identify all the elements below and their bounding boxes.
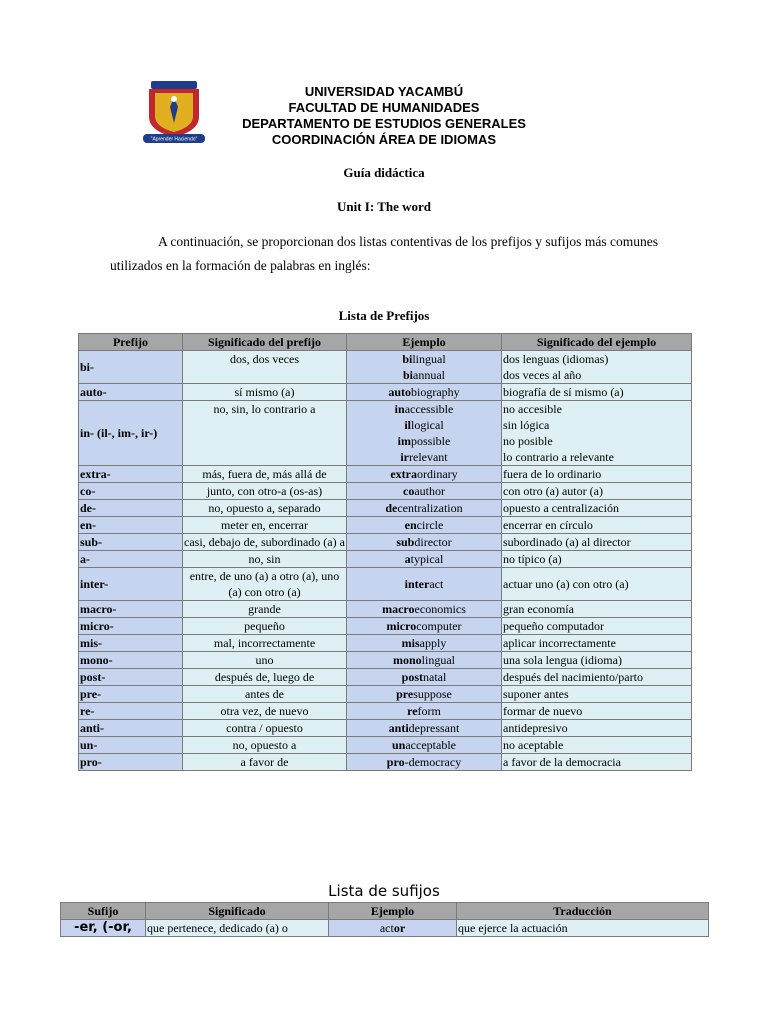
- example-root-part: ordinary: [417, 467, 458, 481]
- example-prefix-part: bi: [402, 368, 413, 382]
- example-cell: [347, 517, 502, 534]
- example-prefix-part: anti: [388, 721, 409, 735]
- example-word: [348, 601, 500, 617]
- table-row: [79, 754, 692, 771]
- example-word: [348, 384, 500, 400]
- example-translation: suponer antes: [503, 687, 569, 701]
- example-word: [348, 703, 500, 719]
- intro-text: A continuación, se proporcionan dos listas contentivas de los prefijos y sufijos más comunes utilizados en la formación de palabras en inglés:: [110, 234, 658, 273]
- example-prefix-part: auto: [388, 385, 411, 399]
- prefix-meaning-cell: después de, luego de: [183, 669, 347, 686]
- prefix-meaning-cell: sí mismo (a): [183, 384, 347, 401]
- example-prefix-part: co: [403, 484, 415, 498]
- example-meaning-cell: [502, 384, 692, 401]
- prefix-table-header-row: [79, 334, 692, 351]
- example-word: [348, 635, 500, 651]
- table-row: [79, 568, 692, 601]
- example-translation: formar de nuevo: [503, 704, 583, 718]
- example-translation: no aceptable: [503, 738, 564, 752]
- prefix-meaning-cell: pequeño: [183, 618, 347, 635]
- prefix-cell: in- (il-, im-, ir-): [79, 401, 183, 466]
- example-word: [348, 576, 500, 592]
- example-cell: [347, 500, 502, 517]
- example-root-part: logical: [411, 418, 444, 432]
- example-cell: [347, 534, 502, 551]
- example-translation: antidepresivo: [503, 721, 568, 735]
- prefix-cell: re-: [79, 703, 183, 720]
- table-row: [61, 920, 709, 937]
- example-translation: biografía de sí mismo (a): [503, 385, 624, 399]
- example-word: [348, 551, 500, 567]
- suffix-table: [60, 902, 709, 937]
- example-meaning-cell: [502, 568, 692, 601]
- guide-title: Guía didáctica: [343, 165, 425, 180]
- prefix-table: [78, 333, 692, 771]
- example-root-part: circle: [416, 518, 444, 532]
- example-meaning-cell: [502, 635, 692, 652]
- example-translation: pequeño computador: [503, 619, 604, 633]
- example-prefix-part: post: [401, 670, 423, 684]
- example-translation: aplicar incorrectamente: [503, 636, 616, 650]
- prefix-cell: inter-: [79, 568, 183, 601]
- header-university: UNIVERSIDAD YACAMBÚ: [304, 84, 464, 99]
- prefix-meaning-cell: a favor de: [183, 754, 347, 771]
- example-prefix-part: mono: [393, 653, 422, 667]
- prefix-table-title: Lista de Prefijos: [338, 308, 430, 323]
- example-prefix-part: inter: [404, 577, 430, 591]
- example-prefix-part: un: [392, 738, 406, 752]
- prefix-cell: auto-: [79, 384, 183, 401]
- prefix-meaning-cell: dos, dos veces: [183, 351, 347, 384]
- example-translation: subordinado (a) al director: [503, 535, 631, 549]
- example-prefix-part: en: [404, 518, 417, 532]
- example-prefix-part: sub: [396, 535, 415, 549]
- example-meaning-cell: [502, 669, 692, 686]
- suffix-meaning-cell: que pertenece, dedicado (a) o: [146, 920, 329, 937]
- example-prefix-part: pre: [396, 687, 414, 701]
- example-translation: dos veces al año: [503, 368, 582, 382]
- example-cell: [347, 384, 502, 401]
- example-meaning-cell: [502, 351, 692, 384]
- prefix-cell: a-: [79, 551, 183, 568]
- example-cell: [347, 483, 502, 500]
- example-meaning-cell: [502, 652, 692, 669]
- example-root-part: annual: [413, 368, 445, 382]
- example-suffix: or: [393, 921, 406, 935]
- example-translation: gran economía: [503, 602, 574, 616]
- example-meaning-cell: [502, 720, 692, 737]
- example-cell: [347, 754, 502, 771]
- example-root-part: lingual: [412, 352, 446, 366]
- prefix-meaning-cell: más, fuera de, más allá de: [183, 466, 347, 483]
- table-row: [79, 500, 692, 517]
- header-suffix-translation: Traducción: [457, 903, 709, 920]
- example-root-part: -democracy: [404, 755, 462, 769]
- example-root-part: economics: [414, 602, 466, 616]
- prefix-cell: micro-: [79, 618, 183, 635]
- prefix-cell: co-: [79, 483, 183, 500]
- prefix-meaning-cell: mal, incorrectamente: [183, 635, 347, 652]
- example-translation: no posible: [503, 434, 553, 448]
- example-meaning-cell: [502, 551, 692, 568]
- suffix-table-title: Lista de sufijos: [328, 882, 440, 900]
- example-prefix-part: pro: [386, 755, 405, 769]
- example-prefix-part: de: [385, 501, 398, 515]
- example-translation: a favor de la democracia: [503, 755, 621, 769]
- example-translation: dos lenguas (idiomas): [503, 352, 609, 366]
- prefix-meaning-cell: no, opuesto a: [183, 737, 347, 754]
- prefix-meaning-cell: otra vez, de nuevo: [183, 703, 347, 720]
- example-prefix-part: in: [394, 402, 405, 416]
- example-root-part: relevant: [409, 450, 448, 464]
- example-cell: [347, 686, 502, 703]
- example-meaning-cell: [502, 703, 692, 720]
- prefix-cell: mono-: [79, 652, 183, 669]
- example-meaning-cell: [502, 517, 692, 534]
- intro-paragraph: [110, 230, 658, 278]
- example-cell: [347, 568, 502, 601]
- example-meaning-cell: [502, 754, 692, 771]
- prefix-meaning-cell: entre, de uno (a) a otro (a), uno (a) con otro (a): [183, 568, 347, 601]
- example-stem: act: [379, 921, 394, 935]
- example-meaning-cell: [502, 483, 692, 500]
- prefix-table-body: [79, 351, 692, 771]
- table-row: [79, 737, 692, 754]
- example-root-part: lingual: [421, 653, 455, 667]
- example-cell: [347, 720, 502, 737]
- example-root-part: computer: [416, 619, 462, 633]
- unit-title: Unit I: The word: [336, 199, 432, 214]
- example-word: [348, 367, 500, 383]
- example-cell: [347, 618, 502, 635]
- example-translation: no accesible: [503, 402, 562, 416]
- prefix-cell: anti-: [79, 720, 183, 737]
- example-root-part: possible: [411, 434, 451, 448]
- example-word: [348, 652, 500, 668]
- prefix-cell: en-: [79, 517, 183, 534]
- prefix-cell: extra-: [79, 466, 183, 483]
- example-word: [348, 737, 500, 753]
- table-row: [79, 635, 692, 652]
- example-meaning-cell: [502, 618, 692, 635]
- table-row: [79, 384, 692, 401]
- example-root-part: natal: [423, 670, 447, 684]
- prefix-cell: bi-: [79, 351, 183, 384]
- example-meaning-cell: [502, 601, 692, 618]
- example-translation: una sola lengua (idioma): [503, 653, 622, 667]
- example-prefix-part: il: [404, 418, 411, 432]
- prefix-cell: macro-: [79, 601, 183, 618]
- example-prefix-part: ir: [400, 450, 409, 464]
- logo-motto: "Aprender Haciendo": [150, 136, 198, 143]
- table-row: [79, 466, 692, 483]
- table-row: [79, 551, 692, 568]
- example-prefix-part: macro: [382, 602, 415, 616]
- table-row: [79, 652, 692, 669]
- example-translation: con otro (a) autor (a): [503, 484, 603, 498]
- example-meaning-cell: [502, 401, 692, 466]
- example-word: [348, 500, 500, 516]
- example-root-part: depressant: [408, 721, 460, 735]
- header-example: Ejemplo: [347, 334, 502, 351]
- header-suffix-example: Ejemplo: [329, 903, 457, 920]
- prefix-cell: pre-: [79, 686, 183, 703]
- example-cell: [347, 401, 502, 466]
- table-row: [79, 601, 692, 618]
- header-department: DEPARTAMENTO DE ESTUDIOS GENERALES: [242, 116, 526, 131]
- example-root-part: suppose: [413, 687, 452, 701]
- example-root-part: form: [417, 704, 441, 718]
- prefix-cell: un-: [79, 737, 183, 754]
- example-word: [348, 449, 500, 465]
- example-word: [348, 686, 500, 702]
- suffix-translation-cell: que ejerce la actuación: [457, 920, 709, 937]
- example-translation: después del nacimiento/parto: [503, 670, 643, 684]
- example-translation: sin lógica: [503, 418, 550, 432]
- prefix-cell: de-: [79, 500, 183, 517]
- example-root-part: act: [429, 577, 444, 591]
- prefix-cell: pro-: [79, 754, 183, 771]
- header-suffix: Sufijo: [61, 903, 146, 920]
- example-translation: actuar uno (a) con otro (a): [503, 577, 629, 591]
- institution-header: [200, 84, 568, 148]
- example-word: [348, 466, 500, 482]
- example-root-part: author: [414, 484, 445, 498]
- example-prefix-part: a: [404, 552, 411, 566]
- example-cell: [347, 737, 502, 754]
- table-row: [79, 517, 692, 534]
- prefix-cell: sub-: [79, 534, 183, 551]
- example-meaning-cell: [502, 466, 692, 483]
- example-cell: [347, 601, 502, 618]
- prefix-meaning-cell: grande: [183, 601, 347, 618]
- prefix-meaning-cell: no, opuesto a, separado: [183, 500, 347, 517]
- example-translation: encerrar en círculo: [503, 518, 593, 532]
- suffix-table-header-row: [61, 903, 709, 920]
- prefix-meaning-cell: contra / opuesto: [183, 720, 347, 737]
- logo-banner: [151, 81, 197, 89]
- example-word: [348, 417, 500, 433]
- example-word: [348, 517, 500, 533]
- suffix-cell: -er, (-or,: [61, 920, 146, 937]
- example-word: [348, 720, 500, 736]
- table-row: [79, 720, 692, 737]
- university-logo: [141, 79, 207, 145]
- prefix-meaning-cell: no, sin: [183, 551, 347, 568]
- example-word: [348, 351, 500, 367]
- table-row: [79, 401, 692, 466]
- example-meaning-cell: [502, 534, 692, 551]
- example-word: [348, 433, 500, 449]
- prefix-meaning-cell: uno: [183, 652, 347, 669]
- example-prefix-part: micro: [386, 619, 417, 633]
- header-coordination: COORDINACIÓN ÁREA DE IDIOMAS: [271, 132, 497, 147]
- example-cell: [347, 703, 502, 720]
- example-meaning-cell: [502, 686, 692, 703]
- example-root-part: biography: [411, 385, 460, 399]
- table-row: [79, 618, 692, 635]
- prefix-meaning-cell: antes de: [183, 686, 347, 703]
- example-cell: [347, 551, 502, 568]
- example-cell: [347, 351, 502, 384]
- header-example-meaning: Significado del ejemplo: [502, 334, 692, 351]
- example-root-part: typical: [410, 552, 444, 566]
- logo-figure-head: [171, 96, 177, 102]
- header-prefix: Prefijo: [79, 334, 183, 351]
- table-row: [79, 669, 692, 686]
- example-word: [348, 618, 500, 634]
- table-row: [79, 534, 692, 551]
- example-prefix-part: extra: [390, 467, 417, 481]
- example-cell: [347, 652, 502, 669]
- example-root-part: acceptable: [405, 738, 456, 752]
- prefix-meaning-cell: no, sin, lo contrario a: [183, 401, 347, 466]
- example-word: [348, 669, 500, 685]
- example-prefix-part: bi: [402, 352, 413, 366]
- table-row: [79, 483, 692, 500]
- table-row: [79, 351, 692, 384]
- example-root-part: accessible: [404, 402, 454, 416]
- example-word: [348, 754, 500, 770]
- suffix-example-cell: [329, 920, 457, 937]
- header-suffix-meaning: Significado: [146, 903, 329, 920]
- prefix-cell: post-: [79, 669, 183, 686]
- example-translation: fuera de lo ordinario: [503, 467, 602, 481]
- example-translation: lo contrario a relevante: [503, 450, 614, 464]
- example-prefix-part: mis: [401, 636, 420, 650]
- prefix-meaning-cell: meter en, encerrar: [183, 517, 347, 534]
- example-root-part: apply: [419, 636, 447, 650]
- table-row: [79, 686, 692, 703]
- example-word: [348, 483, 500, 499]
- example-word: [348, 534, 500, 550]
- example-word: [348, 401, 500, 417]
- header-faculty: FACULTAD DE HUMANIDADES: [288, 100, 480, 115]
- example-prefix-part: im: [397, 434, 411, 448]
- example-cell: [347, 466, 502, 483]
- prefix-meaning-cell: casi, debajo de, subordinado (a) a: [184, 535, 345, 549]
- table-row: [79, 703, 692, 720]
- example-cell: [347, 669, 502, 686]
- prefix-cell: mis-: [79, 635, 183, 652]
- example-meaning-cell: [502, 737, 692, 754]
- example-root-part: centralization: [397, 501, 463, 515]
- prefix-meaning-cell: junto, con otro-a (os-as): [183, 483, 347, 500]
- example-cell: [347, 635, 502, 652]
- header-prefix-meaning: Significado del prefijo: [183, 334, 347, 351]
- example-translation: opuesto a centralización: [503, 501, 619, 515]
- example-translation: no típico (a): [503, 552, 562, 566]
- example-meaning-cell: [502, 500, 692, 517]
- example-root-part: director: [414, 535, 452, 549]
- example-prefix-part: re: [407, 704, 418, 718]
